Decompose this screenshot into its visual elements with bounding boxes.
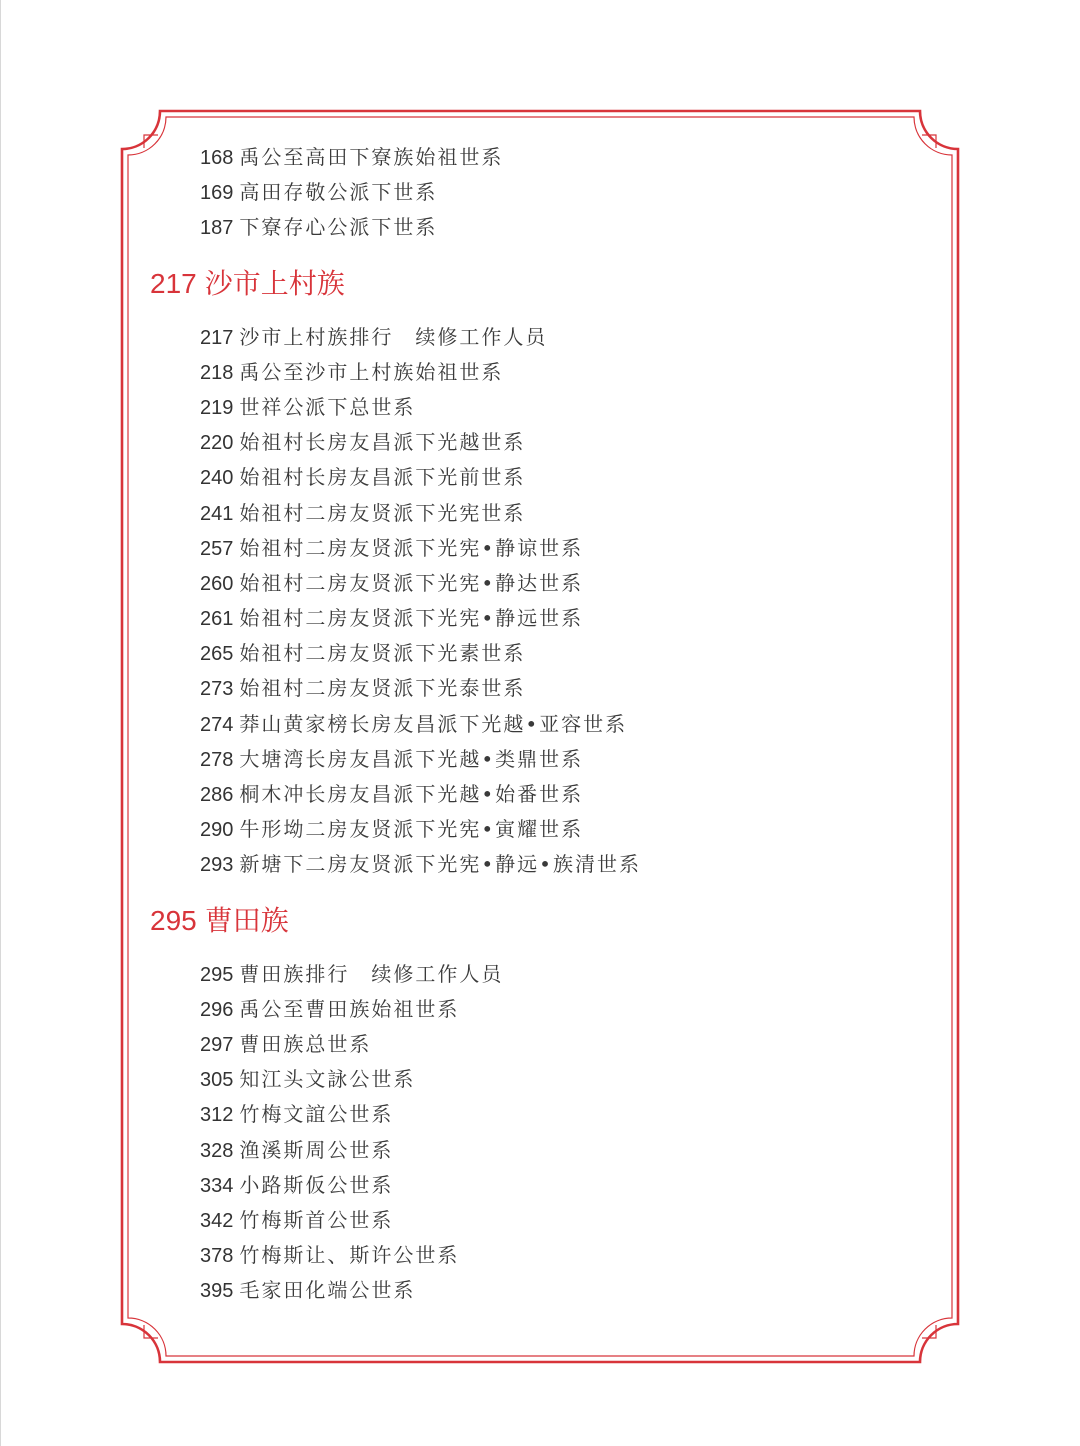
entry-title: 竹梅斯首公世系 [239,1207,394,1232]
entry-page-number: 274 [200,713,234,736]
toc-entry[interactable] [200,460,930,495]
toc-entry[interactable] [200,742,930,777]
entry-title: 始祖村长房友昌派下光越世系 [239,430,526,455]
entry-title: 始祖村长房友昌派下光前世系 [239,465,526,490]
entry-title: 曹田族排行 续修工作人员 [239,961,504,986]
entry-title: 始祖村二房友贤派下光素世系 [239,641,526,666]
toc-entry[interactable] [200,847,930,882]
toc-entry[interactable] [200,531,930,566]
entry-page-number: 273 [200,678,234,701]
toc-entry[interactable] [200,1203,930,1238]
entry-page-number: 218 [200,361,234,384]
toc-entry[interactable] [200,636,930,671]
entry-title: 渔溪斯周公世系 [239,1137,394,1162]
entry-page-number: 217 [200,326,234,349]
entry-title: 禹公至高田下寮族始祖世系 [239,145,504,169]
section-heading[interactable] [150,262,930,306]
entry-page-number: 297 [200,1033,234,1056]
entry-page-number: 395 [200,1280,234,1303]
entry-title: 禹公至曹田族始祖世系 [239,996,460,1021]
entry-title: 始祖村二房友贤派下光宪•静谅世系 [239,535,584,560]
toc-entry[interactable] [200,390,930,425]
entry-page-number: 168 [200,147,234,169]
toc-entry[interactable] [200,601,930,636]
entry-page-number: 334 [200,1174,234,1197]
entry-title: 曹田族总世系 [239,1031,372,1056]
section-heading[interactable] [150,899,930,943]
entry-page-number: 187 [200,217,234,240]
entry-page-number: 305 [200,1069,234,1092]
toc-entry[interactable] [200,1027,930,1062]
toc-entry[interactable] [200,1097,930,1132]
toc-entry[interactable] [200,175,930,210]
entry-page-number: 240 [200,467,234,490]
toc-entry[interactable] [200,1238,930,1273]
toc-entry[interactable] [200,1133,930,1168]
toc-entry[interactable] [200,425,930,460]
toc-entry[interactable] [200,1168,930,1203]
entry-page-number: 261 [200,608,234,631]
entry-page-number: 312 [200,1104,234,1127]
entry-page-number: 260 [200,572,234,595]
entry-page-number: 257 [200,537,234,560]
entry-title: 桐木冲长房友昌派下光越•始番世系 [239,782,584,806]
heading-page-number: 295 [150,904,197,936]
entry-title: 莽山黄家榜长房友昌派下光越•亚容世系 [239,711,628,736]
entry-page-number: 295 [200,963,234,986]
entry-page-number: 328 [200,1139,234,1162]
toc-entry[interactable] [200,1062,930,1097]
entry-title: 禹公至沙市上村族始祖世系 [239,359,504,384]
entry-page-number: 241 [200,502,234,525]
entry-page-number: 220 [200,432,234,455]
toc-section-shashi-shangcun [150,262,930,883]
toc-entry[interactable] [200,355,930,390]
entry-title: 世祥公派下总世系 [239,394,416,419]
toc-entry[interactable] [200,812,930,847]
toc-entry[interactable] [200,140,930,175]
table-of-contents [150,140,930,1308]
entry-title: 知江头文詠公世系 [239,1067,416,1092]
heading-title: 沙市上村族 [204,266,345,300]
toc-entry[interactable] [200,566,930,601]
entry-page-number: 290 [200,819,234,842]
entry-page-number: 278 [200,748,234,771]
entry-page-number: 265 [200,643,234,666]
entry-title: 沙市上村族排行 续修工作人员 [239,324,548,349]
toc-entry[interactable] [200,496,930,531]
entry-title: 新塘下二房友贤派下光宪•静远•族清世系 [239,852,641,877]
toc-entry[interactable] [200,671,930,706]
toc-entry[interactable] [200,992,930,1027]
entry-title: 竹梅斯让、斯许公世系 [239,1243,460,1268]
entry-page-number: 219 [200,396,234,419]
entry-page-number: 293 [200,854,234,877]
entry-title: 小路斯仮公世系 [239,1172,394,1197]
toc-entry[interactable] [200,210,930,245]
entry-page-number: 378 [200,1245,234,1268]
toc-section-continued [150,140,930,246]
entry-title: 竹梅文誼公世系 [239,1102,394,1127]
entry-title: 毛家田化端公世系 [239,1278,416,1303]
entry-title: 下寮存心公派下世系 [239,215,438,240]
entry-title: 始祖村二房友贤派下光泰世系 [239,676,526,701]
toc-entry[interactable] [200,320,930,355]
heading-page-number: 217 [150,267,197,299]
entry-title: 始祖村二房友贤派下光宪•静远世系 [239,606,584,631]
entry-title: 始祖村二房友贤派下光宪世系 [239,500,526,525]
heading-title: 曹田族 [204,903,289,937]
entry-page-number: 286 [200,784,234,806]
entry-title: 始祖村二房友贤派下光宪•静达世系 [239,570,584,595]
toc-section-caotian [150,899,930,1309]
entry-page-number: 296 [200,998,234,1021]
toc-entry[interactable] [200,777,930,812]
toc-entry[interactable] [200,707,930,742]
entry-title: 高田存敬公派下世系 [239,180,438,205]
entry-page-number: 169 [200,182,234,205]
entry-title: 大塘湾长房友昌派下光越•类鼎世系 [239,746,584,771]
entry-title: 牛形坳二房友贤派下光宪•寅耀世系 [239,817,584,842]
entry-page-number: 342 [200,1209,234,1232]
toc-entry[interactable] [200,957,930,992]
toc-entry[interactable] [200,1273,930,1308]
